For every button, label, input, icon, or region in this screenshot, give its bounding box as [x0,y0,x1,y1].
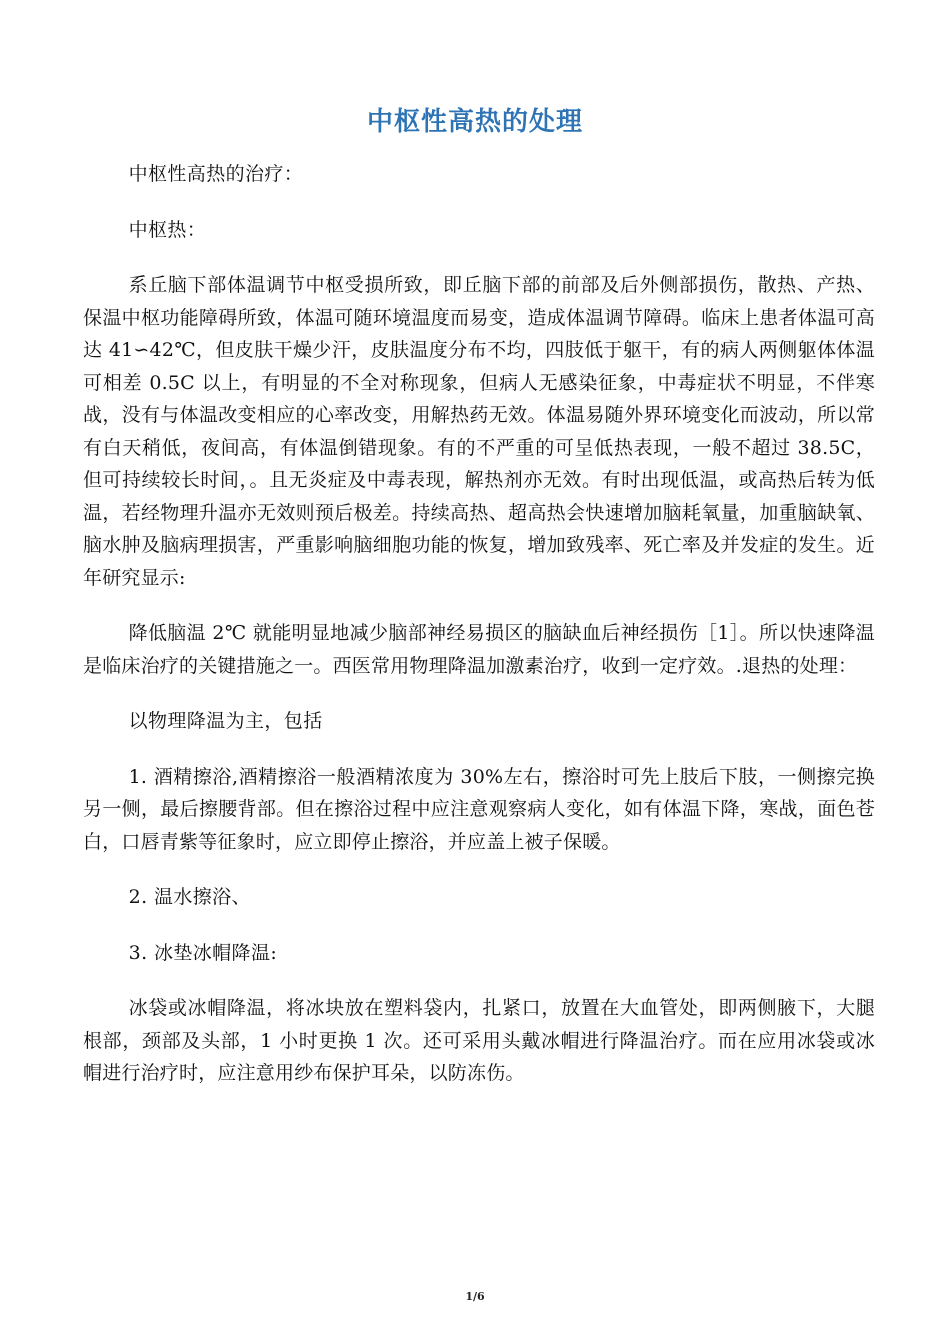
document-title: 中枢性高热的处理 [366,107,583,137]
paragraph-treatment-heading: 中枢性高热的治疗： [128,163,304,185]
paragraph-warm-water-bath: 2. 温水擦浴、 [128,886,251,908]
paragraph-alcohol-bath: 1. 酒精擦浴,酒精擦浴一般酒精浓度为 30%左右，擦浴时可先上肢后下肢，一侧擦完换另一侧，最后擦腰背部。但在擦浴过程中应注意观察病人变化，如有体温下降，寒战，面色苍白，口唇青紫等征象时，应立即停止擦浴，并应盖上被子保暖。 [83,765,875,853]
paragraph-ice-bag-instructions: 冰袋或冰帽降温，将冰块放在塑料袋内，扎紧口，放置在大血管处，即两侧腋下，大腿根部，颈部及头部，1 小时更换 1 次。还可采用头戴冰帽进行降温治疗。而在应用冰袋或冰帽进行治疗时，应注意用纱布保护耳朵，以防冻伤。 [83,997,875,1084]
document-body [83,158,875,1113]
paragraph-central-fever-heading: 中枢热： [128,218,207,241]
paragraph-physical-cooling-intro: 以物理降温为主，包括 [128,710,323,732]
page-number: 1/6 [465,1290,485,1303]
paragraph-ice-pad-cap: 3. 冰垫冰帽降温: [128,941,278,964]
paragraph-brain-temperature: 降低脑温 2℃ 就能明显地减少脑部神经易损区的脑缺血后神经损伤［1］。所以快速降温是临床治疗的关键措施之一。西医常用物理降温加激素治疗，收到一定疗效。.退热的处理： [83,622,875,677]
paragraph-central-fever-description: 系丘脑下部体温调节中枢受损所致，即丘脑下部的前部及后外侧部损伤，散热、产热、保温中枢功能障碍所致，体温可随环境温度而易变，造成体温调节障碍。临床上患者体温可高达 41∽42℃，但皮肤干燥少汗，皮肤温度分布不均，四肢低于躯干，有的病人两侧躯体体温可相差 0.5C 以上，有明显的不全对称现象，但病人无感染征象，中毒症状不明显，不伴寒战，没有与体温改变相应的心率改变，用解热药无效。体温易随外界环境变化而波动，所以常有白天稍低，夜间高，有体温倒错现象。有的不严重的可呈低热表现，一般不超过 38.5C，但可持续较长时间，。且无炎症及中毒表现，解热剂亦无效。有时出现低温，或高热后转为低温，若经物理升温亦无效则预后极差。持续高热、超高热会快速增加脑耗氧量，加重脑缺氧、脑水肿及脑病理损害，严重影响脑细胞功能的恢复，增加致残率、死亡率及并发症的发生。近年研究显示: [83,274,875,589]
